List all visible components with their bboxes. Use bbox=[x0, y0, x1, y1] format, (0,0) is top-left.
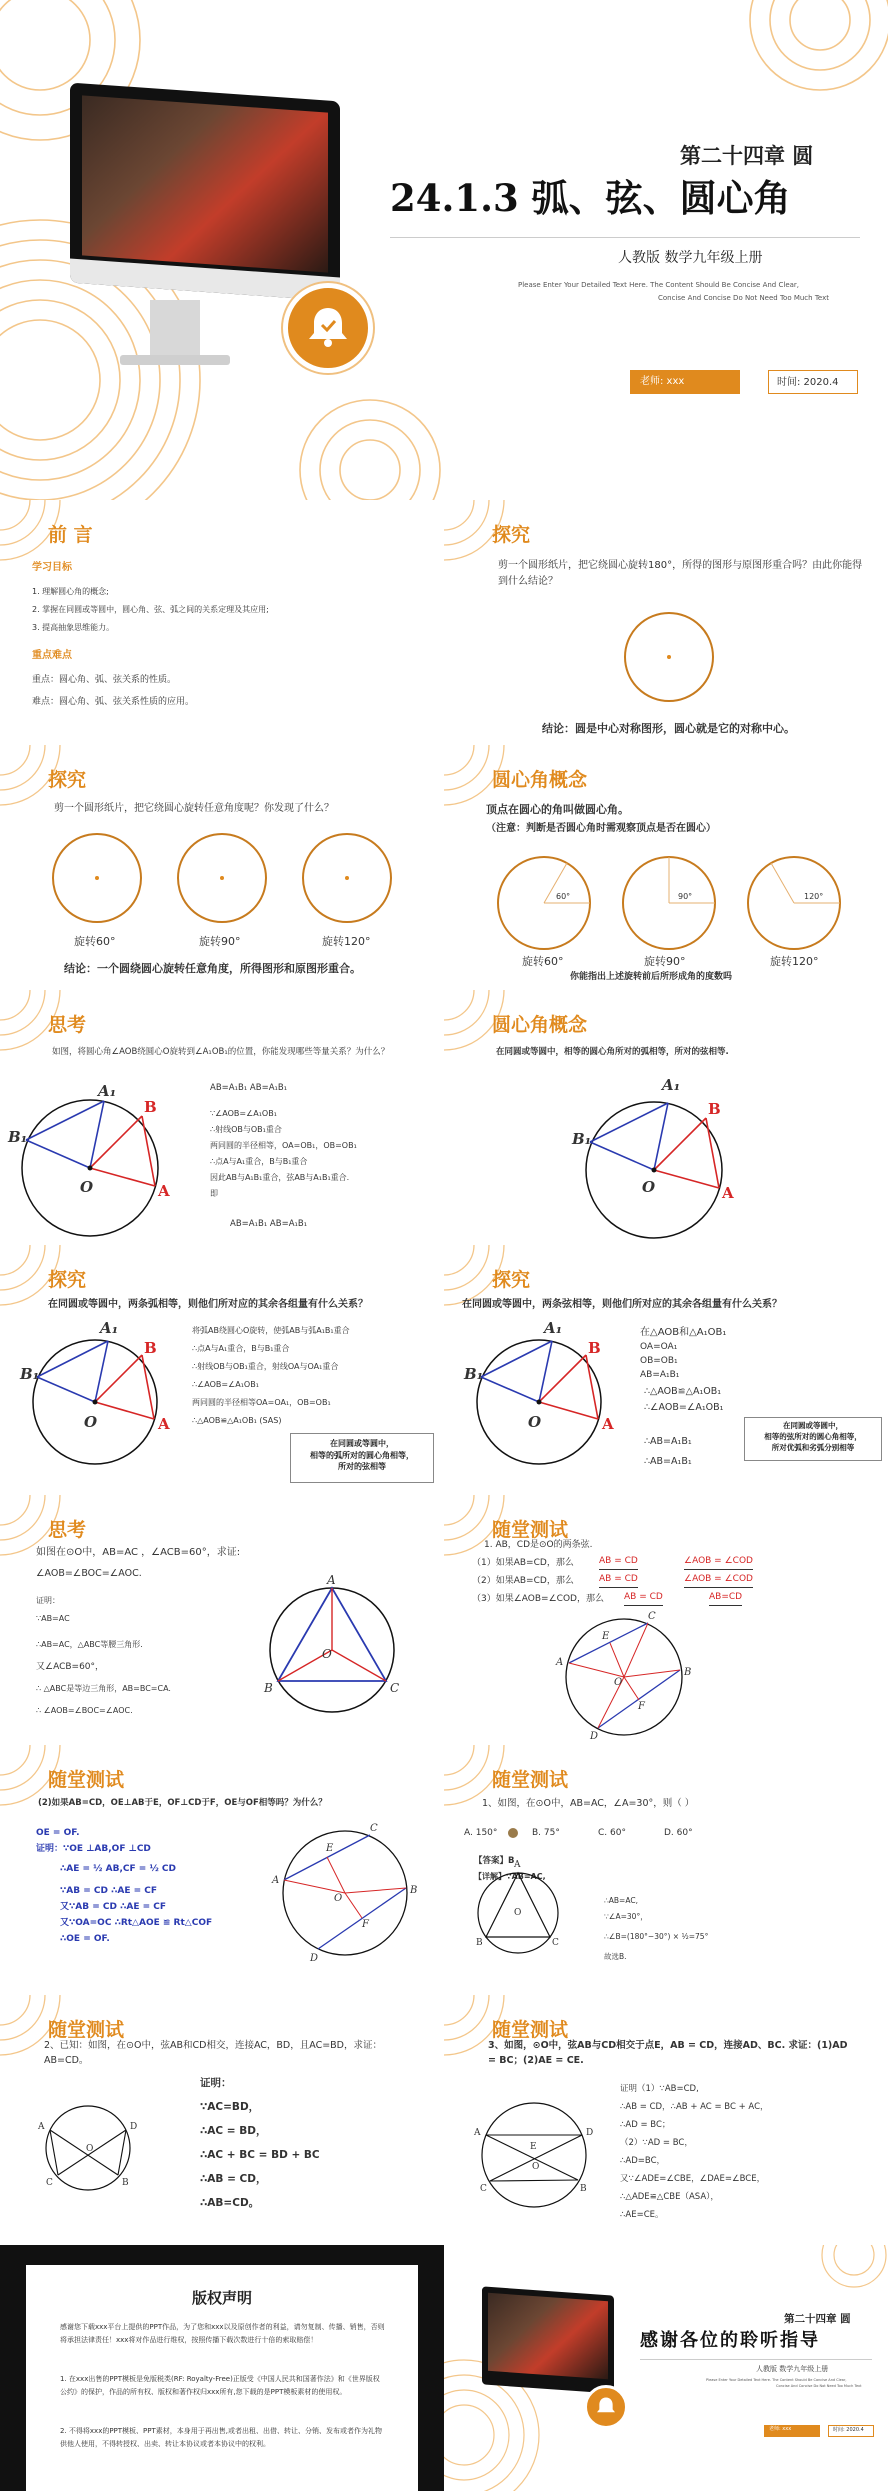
key-1: 重点：圆心角、弧、弦关系的性质。 bbox=[32, 675, 177, 685]
explanation-2: ∵∠A=30°， bbox=[604, 1912, 648, 1921]
answer-3b: AB=CD bbox=[709, 1591, 742, 1606]
conclusion-box bbox=[744, 1417, 882, 1461]
end-monitor-illustration bbox=[482, 2286, 614, 2393]
slide-central-angle-theorem bbox=[444, 990, 888, 1245]
cover-slide bbox=[0, 0, 888, 500]
point-A1: A₁ bbox=[100, 1319, 119, 1337]
point-B: B bbox=[476, 1938, 483, 1948]
slide-thanks bbox=[444, 2245, 888, 2491]
point-B1: B₁ bbox=[20, 1365, 40, 1383]
note-text: （注意：判断是否圆心角时需观察顶点是否在圆心） bbox=[486, 823, 716, 834]
copyright-panel bbox=[26, 2265, 418, 2491]
question-text: 剪一个圆形纸片，把它绕圆心旋转任意角度呢？你发现了什么？ bbox=[54, 803, 334, 814]
point-C: C bbox=[390, 1681, 400, 1695]
answer-3a: AB = CD bbox=[624, 1591, 663, 1606]
cover-subtitle: 人教版 数学九年级上册 bbox=[618, 250, 763, 266]
slide-title: 圆心角概念 bbox=[492, 769, 588, 791]
conclusion-text: 结论：一个圆绕圆心旋转任意角度，所得图形和原图形重合。 bbox=[64, 962, 361, 975]
cover-en-line2: Concise And Concise Do Not Need Too Much Text bbox=[658, 294, 829, 302]
box-line-3: 所对优弧和劣弧分别相等 bbox=[771, 1442, 855, 1452]
slide-title: 探究 bbox=[48, 769, 87, 791]
point-O: O bbox=[614, 1677, 623, 1688]
slide-quiz-3 bbox=[444, 1745, 888, 1995]
question-text: 在同圆或等圆中，两条弧相等，则他们所对应的其余各组量有什么关系？ bbox=[48, 1299, 368, 1310]
proof-line-2: ∵AB=AC bbox=[36, 1614, 70, 1623]
point-A: A bbox=[38, 2122, 45, 2132]
explanation-3: ∴∠B=(180°−30°) × ½=75° bbox=[604, 1932, 709, 1941]
proof-line-4: ∴∠AOB=∠A₁OB₁ bbox=[192, 1380, 259, 1389]
item-2: （2）如果AB=CD，那么 bbox=[472, 1576, 574, 1586]
point-A: A bbox=[474, 2128, 481, 2138]
point-A1: A₁ bbox=[662, 1076, 681, 1094]
point-B: B bbox=[588, 1339, 601, 1357]
proof-line-6: ∴AB=CD。 bbox=[200, 2197, 260, 2209]
proof-line-5: ∴AD=BC， bbox=[620, 2156, 666, 2166]
point-D: D bbox=[590, 1731, 599, 1742]
point-A: A bbox=[556, 1657, 564, 1668]
point-B: B bbox=[122, 2178, 129, 2188]
option-a: A. 150° bbox=[464, 1828, 498, 1838]
goal-1: 1. 理解圆心角的概念; bbox=[32, 587, 109, 596]
rotation-label-3: 旋转120° bbox=[322, 935, 371, 948]
end-teacher-badge: 老师: xxx bbox=[764, 2425, 820, 2437]
point-A: A bbox=[722, 1184, 734, 1202]
proof-line-1: 证明： bbox=[36, 1596, 60, 1605]
point-B: B bbox=[708, 1100, 721, 1118]
slide-quiz-1 bbox=[444, 1495, 888, 1745]
end-bell-icon bbox=[584, 2385, 628, 2429]
option-d: D. 60° bbox=[664, 1828, 693, 1838]
point-O: O bbox=[532, 2162, 540, 2172]
point-E: E bbox=[326, 1843, 334, 1854]
angle-label-2: 90° bbox=[678, 892, 693, 901]
point-C: C bbox=[46, 2178, 53, 2188]
teacher-badge: 老师: xxx bbox=[630, 370, 740, 394]
end-time-badge: 时间: 2020.4 bbox=[828, 2425, 874, 2437]
proof-line-5: ∴点A与A₁重合，B与B₁重合 bbox=[210, 1157, 308, 1166]
slide-title: 探究 bbox=[48, 1269, 87, 1291]
proof-line-2: ∴AB = CD，∴AB + AC = BC + AC， bbox=[620, 2102, 769, 2112]
point-O: O bbox=[86, 2144, 94, 2154]
answer-2b: ∠AOB = ∠COD bbox=[684, 1573, 753, 1588]
proof-line-4: （2）∵AD = BC， bbox=[620, 2138, 693, 2148]
proof-line-6: ∴∠AOB=∠A₁OB₁ bbox=[644, 1402, 724, 1413]
proof-line-2: ∴点A与A₁重合，B与B₁重合 bbox=[192, 1344, 290, 1353]
proof-line-2: ∵∠AOB=∠A₁OB₁ bbox=[210, 1109, 277, 1118]
point-B: B bbox=[144, 1339, 157, 1357]
point-O: O bbox=[642, 1178, 656, 1196]
explanation-1: ∴AB=AC, bbox=[604, 1896, 638, 1905]
copyright-para-1: 感谢您下载xxx平台上提供的PPT作品，为了您和xxx以及原创作者的利益，请勿复制、传播、销售，否则将承担法律责任！xxx将对作品进行维权，按照传播下载次数进行十倍的索取赔偿！ bbox=[60, 2323, 385, 2344]
question-text: 2、已知：如图，在⊙O中，弦AB和CD相交，连接AC，BD，且AC=BD，求证：AB=CD。 bbox=[44, 2040, 383, 2066]
question-text: 如图在⊙O中，AB=AC ，∠ACB=60°，求证: bbox=[36, 1547, 241, 1558]
answer-1a: AB = CD bbox=[599, 1555, 638, 1570]
proof-line-1: 证明（1）∵AB=CD, bbox=[620, 2084, 699, 2094]
point-B1: B₁ bbox=[464, 1365, 484, 1383]
angle-label-3: 120° bbox=[804, 892, 824, 901]
rotation-label-1: 旋转60° bbox=[522, 955, 564, 968]
bell-icon bbox=[283, 283, 373, 373]
proof-line-2: 证明：∵OE ⊥AB,OF ⊥CD bbox=[36, 1844, 151, 1854]
proof-line-1: AB=A₁B₁ AB=A₁B₁ bbox=[210, 1083, 288, 1093]
title-divider bbox=[390, 237, 860, 238]
point-A1: A₁ bbox=[544, 1319, 563, 1337]
cover-chapter: 第二十四章 圆 bbox=[680, 144, 814, 168]
slide-think-rotation bbox=[0, 990, 444, 1245]
question-text-2: ∠AOB=∠BOC=∠AOC. bbox=[36, 1568, 142, 1579]
proof-line-4: 又∠ACB=60°， bbox=[36, 1662, 105, 1672]
proof-line-8: ∴AB=A₁B₁ bbox=[644, 1456, 692, 1467]
point-A: A bbox=[272, 1875, 280, 1886]
point-F: F bbox=[362, 1919, 369, 1930]
goal-3: 3. 提高抽象思维能力。 bbox=[32, 623, 115, 632]
circle-center bbox=[220, 876, 224, 880]
proof-line-7: ∴OE = OF. bbox=[60, 1934, 110, 1944]
point-D: D bbox=[310, 1953, 319, 1964]
key-heading: 重点难点 bbox=[32, 650, 72, 661]
time-badge: 时间: 2020.4 bbox=[768, 370, 858, 394]
proof-line-5: 又∵AB = CD ∴AE = CF bbox=[60, 1902, 167, 1912]
point-B: B bbox=[264, 1681, 273, 1695]
item-3: （3）如果∠AOB=∠COD，那么 bbox=[472, 1594, 604, 1604]
slide-title: 前 言 bbox=[48, 524, 93, 546]
chords-diagram bbox=[444, 1495, 888, 1745]
answer-2a: AB = CD bbox=[599, 1573, 638, 1588]
point-A: A bbox=[158, 1182, 170, 1200]
slide-explore-180 bbox=[444, 500, 888, 745]
point-A: A bbox=[158, 1415, 170, 1433]
monitor-illustration bbox=[70, 83, 340, 302]
end-title: 感谢各位的聆听指导 bbox=[640, 2330, 820, 2351]
point-A: A bbox=[514, 1860, 521, 1870]
point-A: A bbox=[327, 1573, 336, 1587]
rotation-label-2: 旋转90° bbox=[644, 955, 686, 968]
slide-explore-equal-chords bbox=[444, 1245, 888, 1495]
slide-explore-rotation bbox=[0, 745, 444, 990]
proof-line-3: ∴AB=AC，△ABC等腰三角形. bbox=[36, 1640, 143, 1649]
slide-central-angle-concept bbox=[444, 745, 888, 990]
rotation-label-3: 旋转120° bbox=[770, 955, 819, 968]
proof-line-6: 因此AB与A₁B₁重合，弦AB与A₁B₁重合. bbox=[210, 1173, 350, 1182]
point-B1: B₁ bbox=[8, 1128, 28, 1146]
proof-line-5: ∴△AOB≌△A₁OB₁ bbox=[644, 1386, 722, 1397]
box-line-2: 相等的弧所对的圆心角相等， bbox=[310, 1450, 414, 1460]
goal-2: 2. 掌握在同圆或等圆中，圆心角、弦、弧之间的关系定理及其应用; bbox=[32, 605, 269, 614]
point-O: O bbox=[334, 1893, 343, 1904]
proof-line-7: ∴△ADE≌△CBE（ASA）， bbox=[620, 2192, 719, 2202]
theorem-diagram bbox=[444, 990, 888, 1245]
option-b: B. 75° bbox=[532, 1828, 560, 1838]
slide-title: 随堂测试 bbox=[48, 1769, 125, 1791]
copyright-para-3: 2. 不得将xxx的PPT模板、PPT素材，本身用于再出售,或者出租、出借、转让、分销、发布或者作为礼物供他人使用，不得转授权、出卖、转让本协议或者本协议中的权利。 bbox=[60, 2427, 382, 2448]
box-line-1: 在同圆或等圆中， bbox=[330, 1439, 394, 1448]
conclusion-text: 结论：圆是中心对称图形，圆心就是它的对称中心。 bbox=[542, 722, 795, 735]
point-C: C bbox=[370, 1823, 378, 1834]
point-C: C bbox=[552, 1938, 559, 1948]
slide-title: 随堂测试 bbox=[48, 2019, 125, 2041]
proof-line-5: ∴AB = CD， bbox=[200, 2173, 267, 2185]
point-O: O bbox=[514, 1908, 522, 1918]
proof-line-1: 在△AOB和△A₁OB₁ bbox=[640, 1327, 727, 1338]
perpendicular-diagram bbox=[0, 1745, 444, 1995]
point-E: E bbox=[602, 1631, 610, 1642]
explanation-4: 故选B. bbox=[604, 1952, 627, 1961]
slide-title: 思考 bbox=[48, 1519, 87, 1541]
goal-heading: 学习目标 bbox=[32, 562, 72, 573]
slide-copyright bbox=[0, 2245, 444, 2491]
end-chapter: 第二十四章 圆 bbox=[784, 2313, 851, 2325]
key-2: 难点：圆心角、弧、弦关系性质的应用。 bbox=[32, 697, 195, 707]
point-O: O bbox=[322, 1647, 332, 1661]
answer-1b: ∠AOB = ∠COD bbox=[684, 1555, 753, 1570]
point-O: O bbox=[84, 1413, 98, 1431]
point-A: A bbox=[602, 1415, 614, 1433]
point-B: B bbox=[144, 1098, 157, 1116]
end-reading-photo bbox=[488, 2293, 608, 2379]
point-O: O bbox=[528, 1413, 542, 1431]
question-text: 剪一个圆形纸片，把它绕圆心旋转180°，所得的图形与原图形重合吗？由此你能得到什么结论？ bbox=[498, 560, 863, 587]
point-E: E bbox=[530, 2142, 537, 2152]
point-B: B bbox=[684, 1667, 692, 1678]
proof-line-3: ∴射线OB与OB₁重合 bbox=[210, 1125, 282, 1134]
box-line-3: 所对的弦相等 bbox=[338, 1462, 386, 1472]
definition-text: 顶点在圆心的角叫做圆心角。 bbox=[486, 803, 629, 816]
proof-line-6: ∴△AOB≌△A₁OB₁ (SAS) bbox=[192, 1416, 282, 1425]
slide-title: 探究 bbox=[492, 524, 531, 546]
slide-title: 探究 bbox=[492, 1269, 531, 1291]
slide-quiz-5 bbox=[444, 1995, 888, 2245]
equilateral-diagram bbox=[0, 1495, 444, 1745]
proof-line-7: 即 bbox=[210, 1189, 218, 1198]
copyright-title: 版权声明 bbox=[191, 2289, 252, 2307]
question-text: 在同圆或等圆中，两条弦相等，则他们所对应的其余各组量有什么关系？ bbox=[462, 1299, 782, 1310]
proof-line-6: ∴ ∠AOB=∠BOC=∠AOC. bbox=[36, 1706, 133, 1715]
proof-line-1: 将弧AB绕圆心O旋转，使弧AB与弧A₁B₁重合 bbox=[192, 1326, 350, 1335]
proof-line-4: AB=A₁B₁ bbox=[640, 1370, 680, 1380]
question-text: 3、如图，⊙O中，弦AB与CD相交于点E，AB = CD，连接AD、BC. 求证：(1)AD = BC；(2)AE = CE. bbox=[488, 2040, 848, 2066]
reading-photo bbox=[82, 95, 328, 272]
question-text: (2)如果AB=CD，OE⊥AB于E，OF⊥CD于F，OE与OF相等吗？为什么？ bbox=[38, 1798, 327, 1808]
question-text: 1、如图，在⊙O中，AB=AC，∠A=30°，则（ ） bbox=[482, 1798, 695, 1809]
end-divider bbox=[640, 2359, 872, 2360]
point-C: C bbox=[480, 2184, 487, 2194]
proof-line-3: ∴AE = ½ AB,CF = ½ CD bbox=[60, 1864, 176, 1874]
circle-center bbox=[95, 876, 99, 880]
rotation-label-1: 旋转60° bbox=[74, 935, 116, 948]
slide-explore-equal-arcs bbox=[0, 1245, 444, 1495]
slide-title: 随堂测试 bbox=[492, 1769, 569, 1791]
point-B: B bbox=[410, 1885, 418, 1896]
proof-line-4: ∵AB = CD ∴AE = CF bbox=[60, 1886, 158, 1896]
slide-preface bbox=[0, 500, 444, 745]
proof-line-3: ∴AD = BC； bbox=[620, 2120, 671, 2130]
proof-line-8: ∴AE=CE。 bbox=[620, 2210, 664, 2220]
circle-center bbox=[345, 876, 349, 880]
point-F: F bbox=[638, 1701, 645, 1712]
point-C: C bbox=[648, 1611, 656, 1622]
isosceles-diagram bbox=[444, 1745, 888, 1995]
ask-text: 你能指出上述旋转前后所形成角的度数吗 bbox=[570, 972, 733, 982]
box-line-1: 在同圆或等圆中， bbox=[783, 1421, 843, 1430]
proof-line-5: 两同圆的半径相等OA=OA₁，OB=OB₁ bbox=[192, 1398, 331, 1407]
proof-line-7: ∴AB=A₁B₁ bbox=[644, 1436, 692, 1447]
proof-line-4: 两同圆的半径相等，OA=OB₁，OB=OB₁ bbox=[210, 1141, 357, 1150]
box-line-2: 相等的弦所对的圆心角相等， bbox=[764, 1431, 862, 1441]
end-subtitle: 人教版 数学九年级上册 bbox=[756, 2365, 829, 2373]
question-text: 如图，将圆心角∠AOB绕圆心O旋转到∠A₁OB₁的位置，你能发现哪些等量关系？为什么？ bbox=[52, 1047, 390, 1057]
proof-line-6: 又∵OA=OC ∴Rt△AOE ≌ Rt△COF bbox=[60, 1918, 213, 1928]
proof-line-3: ∴AC = BD， bbox=[200, 2125, 267, 2137]
proof-line-8: AB=A₁B₁ AB=A₁B₁ bbox=[230, 1219, 308, 1229]
slide-quiz-2 bbox=[0, 1745, 444, 1995]
proof-line-3: OB=OB₁ bbox=[640, 1356, 678, 1366]
slide-title: 圆心角概念 bbox=[492, 1014, 588, 1036]
rotation-label-2: 旋转90° bbox=[199, 935, 241, 948]
angle-label-1: 60° bbox=[556, 892, 571, 901]
item-1: （1）如果AB=CD，那么 bbox=[472, 1558, 574, 1568]
explanation-head: 【详解】∵AB=AC, bbox=[474, 1872, 546, 1881]
cover-title: 24.1.3 弧、弦、圆心角 bbox=[390, 176, 791, 220]
point-B1: B₁ bbox=[572, 1130, 592, 1148]
slide-title: 思考 bbox=[48, 1014, 87, 1036]
slide-title: 随堂测试 bbox=[492, 1519, 569, 1541]
theorem-text: 在同圆或等圆中，相等的圆心角所对的弧相等，所对的弦相等. bbox=[496, 1047, 729, 1057]
point-D: D bbox=[130, 2122, 138, 2132]
proof-line-5: ∴ △ABC是等边三角形，AB=BC=CA. bbox=[36, 1684, 171, 1693]
proof-line-2: OA=OA₁ bbox=[640, 1342, 678, 1352]
circle-center bbox=[667, 655, 671, 659]
end-en-line2: Concise And Concise Do Not Need Too Much Text bbox=[776, 2384, 862, 2388]
copyright-para-2: 1. 在xxx出售的PPT模板是免版税类(RF: Royalty-Free)正版受《中国人民共和国著作法》和《世界版权公约》的保护，作品的所有权、版权和著作权归xxx所有,您下载的是PPT模板素材的使用权。 bbox=[60, 2375, 380, 2396]
proof-line-1: 证明： bbox=[200, 2077, 232, 2089]
proof-line-4: ∴AC + BC = BD + BC bbox=[200, 2149, 320, 2161]
point-A1: A₁ bbox=[98, 1082, 117, 1100]
proof-line-3: ∴射线OB与OB₁重合，射线OA与OA₁重合 bbox=[192, 1362, 339, 1371]
slide-think-equilateral bbox=[0, 1495, 444, 1745]
slide-quiz-4 bbox=[0, 1995, 444, 2245]
point-D: D bbox=[586, 2128, 594, 2138]
cover-en-line1: Please Enter Your Detailed Text Here. The Content Should Be Concise And Clear, bbox=[518, 281, 800, 289]
conclusion-box bbox=[290, 1433, 434, 1483]
answer-text: 【答案】B bbox=[474, 1856, 515, 1866]
point-O: O bbox=[80, 1178, 94, 1196]
question-text: 1. AB，CD是⊙O的两条弦. bbox=[484, 1540, 593, 1550]
end-en-line1: Please Enter Your Detailed Text Here. The Content Should Be Concise And Clear, bbox=[706, 2378, 847, 2382]
proof-line-2: ∵AC=BD， bbox=[200, 2101, 260, 2113]
point-B: B bbox=[580, 2184, 587, 2194]
option-c: C. 60° bbox=[598, 1828, 626, 1838]
proof-line-6: 又∵∠ADE=∠CBE，∠DAE=∠BCE， bbox=[620, 2174, 766, 2184]
slide-title: 随堂测试 bbox=[492, 2019, 569, 2041]
proof-line-1: OE = OF. bbox=[36, 1828, 80, 1838]
